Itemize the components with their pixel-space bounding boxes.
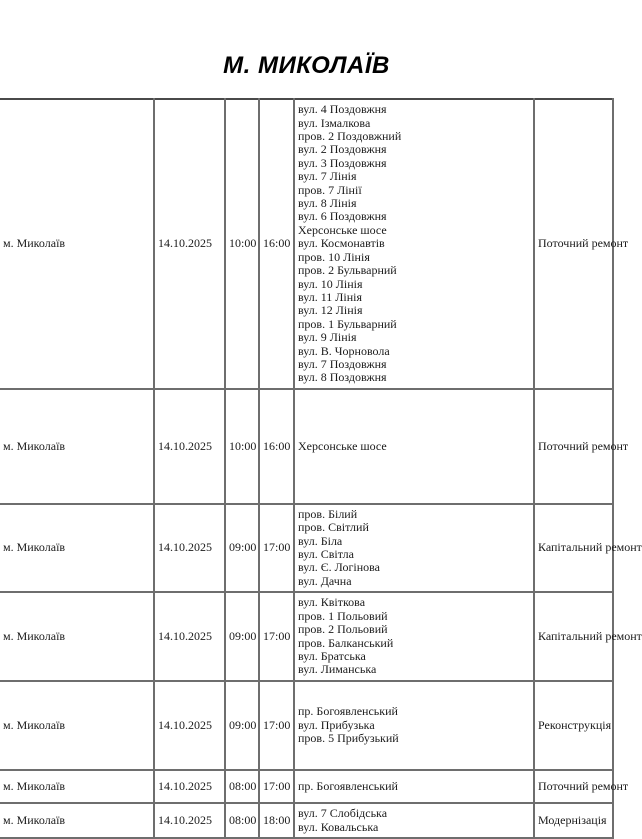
date-cell: 14.10.2025 <box>154 99 225 389</box>
streets-cell <box>294 681 534 770</box>
street-item: пр. Богоявленський <box>298 778 398 793</box>
settlement-cell: м. Миколаїв <box>0 770 154 803</box>
work-type-cell: Поточний ремонт <box>534 389 613 504</box>
start-time-cell: 09:00 <box>225 681 259 770</box>
table-row <box>0 504 613 592</box>
work-type-cell: Капітальний ремонт <box>534 504 613 592</box>
end-time-cell: 17:00 <box>259 592 294 681</box>
date-cell: 14.10.2025 <box>154 770 225 803</box>
street-item: вул. Прибузька <box>298 717 375 732</box>
street-item: пр. Богоявленський <box>298 704 398 719</box>
street-item: вул. 10 Лінія <box>298 276 363 291</box>
table-row <box>0 770 613 803</box>
end-time-cell: 17:00 <box>259 504 294 592</box>
street-item: вул. Ізмалкова <box>298 115 371 130</box>
street-item: вул. 12 Лінія <box>298 303 363 318</box>
end-time-cell: 17:00 <box>259 770 294 803</box>
end-time-cell: 17:00 <box>259 681 294 770</box>
start-time-cell: 09:00 <box>225 504 259 592</box>
street-item: вул. Квіткова <box>298 595 366 610</box>
street-item: вул. 7 Слобідська <box>298 806 388 821</box>
street-item: вул. Світла <box>298 547 354 561</box>
end-time-cell: 18:00 <box>259 803 294 838</box>
street-item: вул. Космонавтів <box>298 236 385 251</box>
street-item: вул. Ковальська <box>298 819 379 834</box>
settlement-cell: м. Миколаїв <box>0 592 154 681</box>
work-type-cell: Поточний ремонт <box>534 99 613 389</box>
start-time-cell: 08:00 <box>225 770 259 803</box>
street-item: вул. Лиманська <box>298 662 377 677</box>
street-item: пров. 2 Поздовжний <box>298 129 402 144</box>
settlement-cell: м. Миколаїв <box>0 681 154 770</box>
street-item: пров. 7 Лінії <box>298 182 362 197</box>
streets-cell <box>294 99 534 389</box>
outage-schedule-table <box>0 98 642 839</box>
street-item: пров. 2 Бульварний <box>298 263 397 278</box>
street-item: вул. 11 Лінія <box>298 289 363 304</box>
date-cell: 14.10.2025 <box>154 803 225 838</box>
street-item: пров. 2 Польовий <box>298 622 388 637</box>
street-item: вул. Братська <box>298 648 366 663</box>
street-item: пров. Світлий <box>298 520 369 535</box>
date-cell: 14.10.2025 <box>154 389 225 504</box>
street-item: вул. 2 Поздовжня <box>298 142 387 157</box>
street-item: пров. 5 Прибузький <box>298 731 399 746</box>
street-item: вул. 3 Поздовжня <box>298 155 387 170</box>
date-cell: 14.10.2025 <box>154 592 225 681</box>
street-item: вул. Дачна <box>298 573 352 588</box>
settlement-cell: м. Миколаїв <box>0 99 154 389</box>
street-item: вул. 9 Лінія <box>298 330 357 345</box>
settlement-cell: м. Миколаїв <box>0 389 154 504</box>
street-item: вул. В. Чорновола <box>298 343 390 358</box>
start-time-cell: 08:00 <box>225 803 259 838</box>
streets-cell <box>294 803 534 838</box>
date-cell: 14.10.2025 <box>154 681 225 770</box>
street-item: вул. 7 Поздовжня <box>298 356 387 371</box>
work-type-cell: Капітальний ремонт <box>534 592 613 681</box>
streets-cell <box>294 504 534 592</box>
work-type-cell: Реконструкція <box>534 681 613 770</box>
street-item: Херсонське шосе <box>298 438 387 453</box>
date-cell: 14.10.2025 <box>154 504 225 592</box>
street-item: Херсонське шосе <box>298 222 387 237</box>
end-time-cell: 16:00 <box>259 99 294 389</box>
street-item: вул. 6 Поздовжня <box>298 209 387 224</box>
table-row <box>0 389 613 504</box>
street-item: пров. 10 Лінія <box>298 249 370 264</box>
settlement-cell: м. Миколаїв <box>0 504 154 592</box>
street-item: вул. Є. Логінова <box>298 560 380 575</box>
street-item: пров. Балканський <box>298 635 394 650</box>
start-time-cell: 10:00 <box>225 99 259 389</box>
start-time-cell: 10:00 <box>225 389 259 504</box>
street-item: пров. 1 Польовий <box>298 608 388 623</box>
street-item: вул. 7 Лінія <box>298 169 357 184</box>
table-row <box>0 592 613 681</box>
end-time-cell: 16:00 <box>259 389 294 504</box>
start-time-cell: 09:00 <box>225 592 259 681</box>
street-item: вул. 4 Поздовжня <box>298 102 387 117</box>
streets-cell <box>294 770 534 803</box>
page-title: М. МИКОЛАЇВ <box>223 52 390 79</box>
table-row <box>0 99 613 389</box>
street-item: вул. Біла <box>298 533 343 548</box>
streets-cell <box>294 592 534 681</box>
street-item: вул. 8 Лінія <box>298 196 357 211</box>
streets-cell <box>294 389 534 504</box>
work-type-cell: Модернізація <box>534 803 613 838</box>
table-row <box>0 803 613 838</box>
work-type-cell: Поточний ремонт <box>534 770 613 803</box>
settlement-cell: м. Миколаїв <box>0 803 154 838</box>
street-item: вул. 8 Поздовжня <box>298 370 387 385</box>
street-item: пров. Білий <box>298 506 358 521</box>
street-item: пров. 1 Бульварний <box>298 316 397 331</box>
table-row <box>0 681 613 770</box>
